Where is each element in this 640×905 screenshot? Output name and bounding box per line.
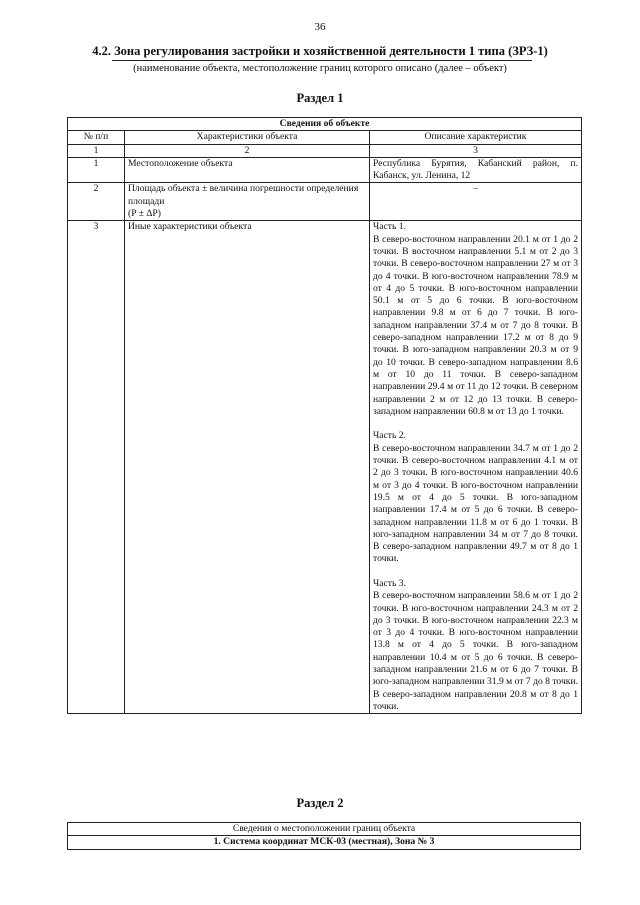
section-1-title: Раздел 1 xyxy=(296,91,344,105)
row-number: 3 xyxy=(68,221,125,714)
page-number: 36 xyxy=(314,21,326,33)
table-subtitle-row xyxy=(68,836,581,849)
row-description: Республика Бурятия, Кабанский район, п. Кабанск, ул. Ленина, 12 xyxy=(370,157,582,183)
object-info-table xyxy=(67,117,582,714)
table-header-row xyxy=(68,131,582,144)
row-number: 1 xyxy=(68,157,125,183)
table-title-row xyxy=(68,823,581,836)
boundary-info-table xyxy=(67,822,581,850)
row-characteristic: Иные характеристики объекта xyxy=(125,221,370,714)
header-characteristics: Характеристики объекта xyxy=(125,131,370,144)
table-title-row xyxy=(68,118,582,131)
row-description: – xyxy=(370,183,582,221)
row-characteristic: Местоположение объекта xyxy=(125,157,370,183)
description-part-1: Часть 1. В северо-восточном направлении 20.1 м от 1 до 2 точки. В восточном направлении 5.1 м от 2 до 3 точки. В северо-восточном направлении 27 м от 3 до 4 точки. В юго-восточном направлении 78.9 м от 4 до 5 точки. В юго-восточном направлении 50.1 м от 5 до 6 точки. В юго-восточном направлении 9.8 м от 6 до 7 точки. В юго-западном направлении 37.4 м от 7 до 8 точки. В северо-западном направлении 17.2 м от 8 до 9 точки. В юго-западном направлении 20.3 м от 9 до 10 точки. В северо-западном направлении 8.6 м от 10 до 11 точки. В северо-западном направлении 29.4 м от 11 до 12 точки. В северном направлении 2 м от 12 до 13 точки. В северо-западном направлении 60.8 м от 13 до 1 точки. xyxy=(373,221,578,417)
table-row xyxy=(68,183,582,221)
row-number: 2 xyxy=(68,183,125,221)
header-description: Описание характеристик xyxy=(370,131,582,144)
description-part-3: Часть 3. В северо-восточном направлении 58.6 м от 1 до 2 точки. В юго-восточном направлении 24.3 м от 2 до 3 точки. В юго-восточном направлении 22.3 м от 3 до 4 точки. В юго-восточном направлении 13.8 м от 4 до 5 точки. В юго-западном направлении 10.4 м от 5 до 6 точки. В северо-западном направлении 21.6 м от 6 до 7 точки. В юго-западном направлении 31.9 м от 7 до 8 точки. В северо-западном направлении 20.8 м от 8 до 1 точки. xyxy=(373,577,578,712)
document-subheading: (наименование объекта, местоположение границ которого описано (далее – объект) xyxy=(133,63,507,74)
table-header-numbers-row xyxy=(68,144,582,157)
header-num: № п/п xyxy=(68,131,125,144)
document-heading: 4.2. Зона регулирования застройки и хозяйственной деятельности 1 типа (ЗРЗ-1) xyxy=(92,44,548,58)
section-2-title: Раздел 2 xyxy=(296,796,344,810)
table-row xyxy=(68,157,582,183)
header-number-1: 1 xyxy=(68,144,125,157)
coordinate-system-title: 1. Система координат МСК-03 (местная), Зона № 3 xyxy=(68,836,581,849)
row-description-parts xyxy=(370,221,582,714)
table-title: Сведения об объекте xyxy=(68,118,582,131)
heading-underline xyxy=(112,60,532,61)
header-number-2: 2 xyxy=(125,144,370,157)
row-characteristic: Площадь объекта ± величина погрешности определения площади (P ± ΔP) xyxy=(125,183,370,221)
table-row xyxy=(68,221,582,714)
description-part-2: Часть 2. В северо-восточном направлении 34.7 м от 1 до 2 точки. В северо-восточном направлении 4.1 м от 2 до 3 точки. В юго-восточном направлении 40.6 м от 3 до 4 точки. В юго-восточном направлении 19.5 м от 4 до 5 точки. В юго-западном направлении 17.4 м от 5 до 6 точки. В северо-западном направлении 11.8 м от 6 до 1 точки. В юго-западном направлении 34 м от 7 до 8 точки. В северо-западном направлении 49.7 м от 8 до 1 точки. xyxy=(373,430,578,565)
header-number-3: 3 xyxy=(370,144,582,157)
table-title: Сведения о местоположении границ объекта xyxy=(68,823,581,836)
